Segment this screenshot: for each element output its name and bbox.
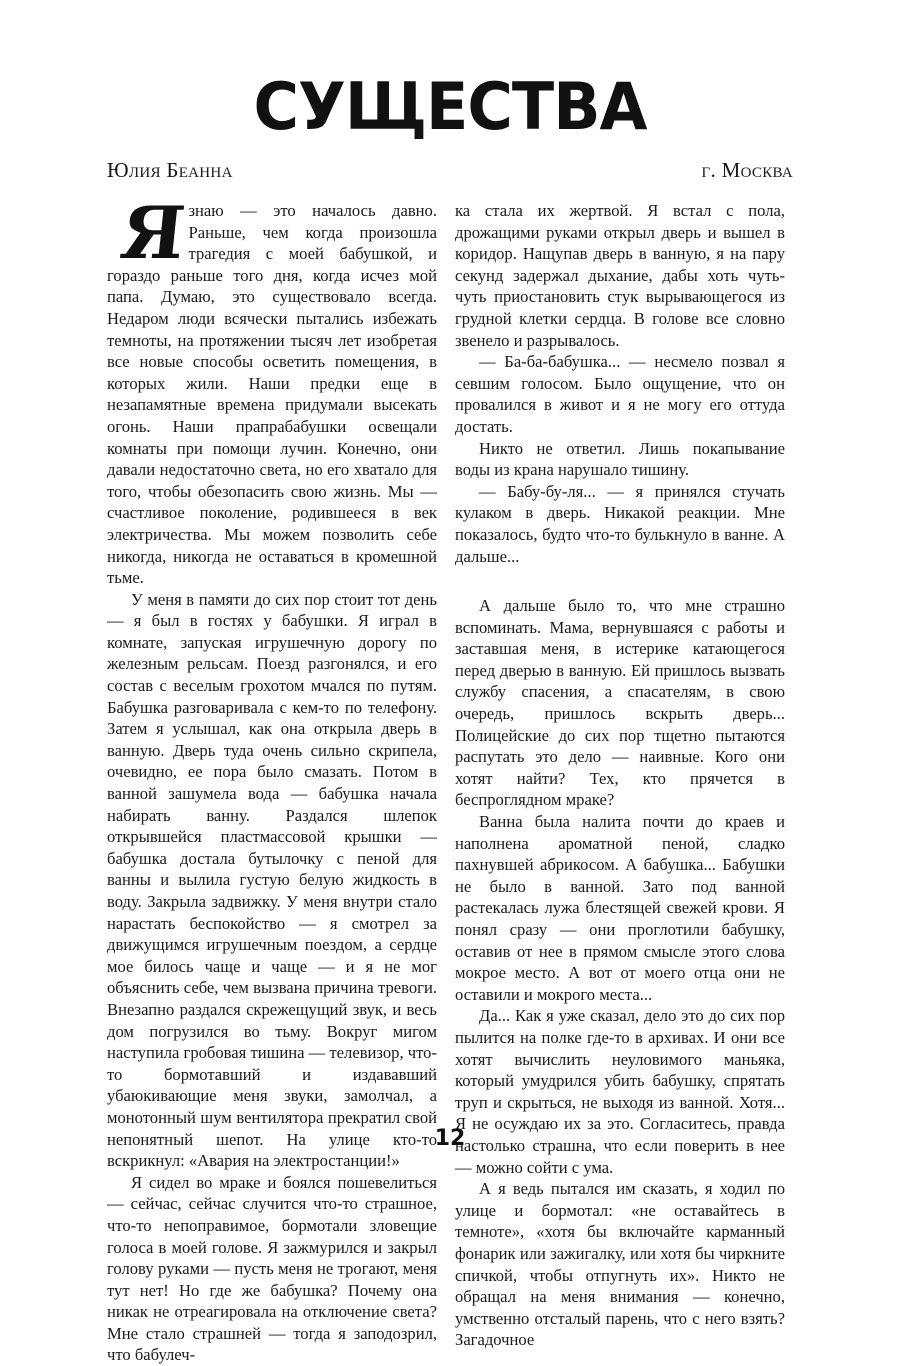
paragraph — [107, 190, 437, 589]
author-city: г. Москва — [701, 158, 793, 182]
paragraph: Никто не ответил. Лишь покапывание воды из крана нарушало тишину. — [455, 438, 785, 480]
paragraph: Я сидел во мраке и боялся пошевелиться — сейчас, сейчас случится что-то страшное, что-то непоправимое, бормотали зловещие голоса в моей голове. Я зажмурился и закрыл голову руками — пусть меня не трогают, меня тут нет! Но где же бабушка? Почему она никак не отреагировала на отключение света? Мне стало страшней — тогда я заподозрил, что бабулеч- — [107, 1172, 437, 1365]
paragraph: — Ба-ба-бабушка... — несмело позвал я севшим голосом. Было ощущение, что он провалился в живот и я не могу его оттуда достать. — [455, 352, 785, 436]
text-column-left — [107, 190, 437, 1366]
paragraph: У меня в памяти до сих пор стоит тот день — я был в гостях у бабушки. Я играл в комнате, запуская игрушечную дорогу по железным рельсам. Поезд разгонялся, и его состав с веселым грохотом мчался по путям. Бабушка разговаривала с кем-то по телефону. Затем я услышал, как она открыла дверь в ванную. Дверь туда очень сильно скрипела, очевидно, ее пора было смазать. Потом в ванной зашумела вода — бабушка начала набирать ванну. Раздался шлепок открывшейся пластмассовой крышки — бабушка достала бутылочку с пеной для ванны и вылила густую белую жидкость в воду. Закрыла задвижку. У меня внутри стало нарастать беспокойство — я смотрел за движущимся игрушечным поездом, а сердце мое билось чаще и чаще — и я не мог объяснить себе, чем вызвана причина тревоги. Внезапно раздался скрежещущий звук, и весь дом погрузился во тьму. Вокруг мигом наступила гробовая тишина — телевизор, что-то бормотавший и издававший убаюкивающие меня звуки, замолчал, а монотонный шум вентилятора прекратил свой непонятный шепот. На улице кто-то вскрикнул: «Авария на электростанции!» — [107, 589, 437, 1171]
page-number: 12 — [434, 1126, 466, 1151]
paragraph: Ванна была налита почти до краев и наполнена ароматной пеной, сладко пахнувшей абрикосом. А бабушка... Бабушки не было в ванной. Зато под ванной растекалась лужа блестящей свежей крови. Я понял сразу — они проглотили бабушку, оставив от нее в прямом смысле этого слова мокрое место. А вот от моего отца они не оставили и мокрого места... — [455, 812, 785, 1004]
story-title: СУЩЕСТВА — [253, 68, 647, 145]
paragraph: А дальше было то, что мне страшно вспоминать. Мама, вернувшаяся с работы и заставшая меня, в истерике катающегося перед дверью в ванную. Ей пришлось вызвать службу спасения, а спасателям, в свою очередь, пришлось вскрыть дверь... Полицейские до сих пор тщетно пытаются распутать это дело — наивные. Кого они хотят найти? Тех, кто прячется в беспроглядном мраке? — [455, 596, 785, 810]
paragraph: — Бабу-бу-ля... — я принялся стучать кулаком в дверь. Никакой реакции. Мне показалось, будто что-то булькнуло в ванне. А дальше... — [455, 481, 785, 566]
text-column-right — [455, 200, 785, 1351]
paragraph: Да... Как я уже сказал, дело это до сих пор пылится на полке где-то в архивах. И они все хотят вычислить неуловимого маньяка, который умудрился убить бабушку, спрятать труп и скрыться, не выходя из ванной. Хотя... Я не осуждаю их за это. Согласитесь, правда настолько страшна, что если поверить в нее — можно сойти с ума. — [455, 1006, 785, 1177]
byline — [107, 154, 793, 186]
drop-cap: Я — [116, 190, 190, 275]
paragraph: ка стала их жертвой. Я встал с пола, дрожащими руками открыл дверь и вышел в коридор. Нащупав дверь в ванную, я на пару секунд задержал дыхание, дабы хоть чуть-чуть приостановить стук вырывающегося из грудной клетки сердца. В голове все словно звенело и разрывалось. — [455, 201, 785, 350]
paragraph: А я ведь пытался им сказать, я ходил по улице и бормотал: «не оставайтесь в темноте», «хотя бы включайте карманный фонарик или зажигалку, или хотя бы чиркните спичкой, чтобы отпугнуть их». Никто не обращал на меня внимания — конечно, умственно отсталый парень, что с него взять? Загадочное — [455, 1179, 785, 1350]
paragraph-text: знаю — это началось давно. Раньше, чем когда произошла трагедия с моей бабушкой, и гораздо раньше того дня, когда исчез мой папа. Думаю, это существовало всегда. Недаром люди всячески пытались избежать темноты, на протяжении тысяч лет изобретая все новые способы осветить помещения, в которых жили. Наши предки еще в незапамятные времена придумали высекать огонь. Наши прапрабабушки освещали комнаты при помощи лучин. Конечно, они давали недостаточно света, но его хватало для того, чтобы обезопасить свою жизнь. Мы — счастливое поколение, родившееся в век электричества. Мы можем позволить себе никогда, никогда не оставаться в кромешной тьме. — [107, 201, 437, 588]
author-name: Юлия Беанна — [107, 158, 233, 182]
